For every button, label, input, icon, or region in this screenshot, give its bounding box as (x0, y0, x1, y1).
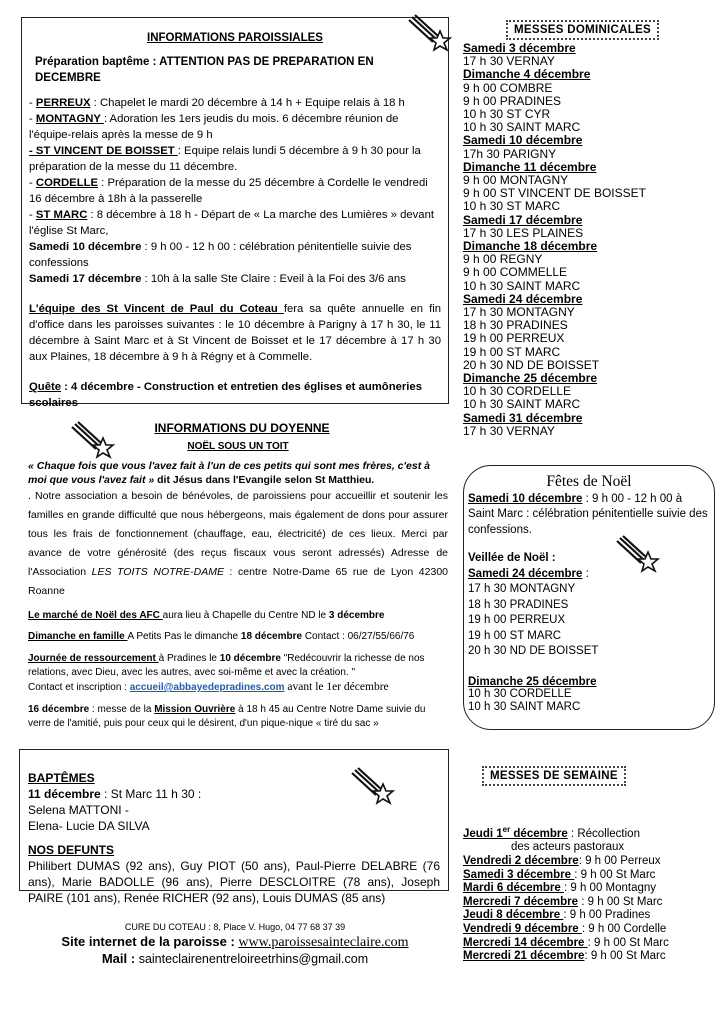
mass-time: 18 h 30 PRADINES (463, 318, 568, 333)
mass-time: 19 h 00 PERREUX (463, 331, 565, 346)
mass-time: 10 h 30 ST CYR (463, 107, 551, 122)
mass-day: Samedi 3 décembre (463, 41, 576, 55)
item-cordelle: - CORDELLE : Préparation de la messe du 25 décembre à Cordelle le vendredi 16 décembre à 18h à la passerelle (29, 177, 428, 205)
mass-time: 17 h 30 LES PLAINES (463, 225, 584, 240)
defunts-title: NOS DEFUNTS (28, 843, 115, 857)
item-perreux: - PERREUX : Chapelet le mardi 20 décembre à 14 h + Equipe relais à 18 h (29, 97, 405, 109)
mass-day: Dimanche 11 décembre (463, 159, 597, 174)
mass-day: Samedi 31 décembre (463, 410, 583, 425)
mass-time: 20 h 30 ND DE BOISSET (463, 357, 600, 372)
mass-time: 9 h 00 ST VINCENT DE BOISSET (463, 186, 646, 201)
noel-mass: 10 h 30 SAINT MARC (468, 700, 581, 713)
samedi-10: Samedi 10 décembre : 9 h 00 - 12 h 00 : célébration pénitentielle suivie des confessions (29, 241, 412, 269)
dimanche-en-famille: Dimanche en famille A Petits Pas le dimanche 18 décembre Contact : 06/27/55/66/76 (28, 631, 415, 642)
messes-de-semaine-list (463, 823, 718, 964)
quete: Quête : 4 décembre - Construction et entretien des églises et aumôneries scolaires (29, 381, 422, 409)
mass-time: 17 h 30 MONTAGNY (463, 305, 575, 320)
email: Mail : sainteclairenentreloireetrhins@gmail.com (101, 951, 369, 966)
gospel-quote: « Chaque fois que vous l'avez fait à l'un de ces petits qui sont mes frères, c'est à moi que vous l'avez fait » dit Jésus dans l'Evangile selon St Matthieu. (28, 460, 430, 486)
mass-day: Samedi 10 décembre (463, 133, 583, 148)
weekday-mass: Vendredi 2 décembre: 9 h 00 Perreux (463, 855, 661, 868)
website-link[interactable]: www.paroissesainteclaire.com (238, 935, 409, 950)
journee-ressourcement: Journée de ressourcement à Pradines le 10 décembre "Redécouvrir la richesse de nos relations, avec Dieu, avec les autres, avec soi-même et avec la création. " (28, 653, 425, 678)
mass-time: 10 h 30 SAINT MARC (463, 278, 581, 293)
mass-day: Dimanche 4 décembre (463, 67, 591, 82)
item-st-marc: - ST MARC : 8 décembre à 18 h - Départ de « La marche des Lumières » devant l'église St Marc, (29, 209, 435, 237)
samedi-17: Samedi 17 décembre : 10h à la salle Ste Claire : Eveil à la Foi des 3/6 ans (29, 273, 406, 285)
messes-dominicales-list (463, 42, 713, 438)
bapteme-name: Elena- Lucie DA SILVA (28, 819, 150, 833)
weekday-mass: Mercredi 14 décembre : 9 h 00 St Marc (463, 936, 669, 949)
st-vincent-de-paul: L'équipe des St Vincent de Paul du Coteau fera sa quête annuelle en fin d'office dans les paroisses suivantes : le 10 décembre à Parigny à 17 h 30, le 11 décembre à Saint Marc et à St Vincent de Boisset et le 17 décembre à 17 h 30 aux Plaines, 18 décembre à 9 h à Régny et à Commelle. (29, 303, 441, 363)
mass-time: 10 h 30 ST MARC (463, 199, 561, 214)
association-text: . Notre association a besoin de bénévoles, de paroissiens pour accueillir et soutenir les familles en grande difficulté que nous hébergeons, mais également de dons pour assurer tous les frais de fonctionnement (chauffage, eau, électricité) de ces lieux. Merci par avance de votre générosité (des reçus fiscaux vous seront adressés) Adresse de l'Association LES TOITS NOTRE-DAME : centre Notre-Dame 65 rue de Lyon 42300 Roanne (28, 490, 449, 597)
shooting-star-icon (615, 535, 661, 575)
mass-day: Samedi 24 décembre (463, 291, 583, 306)
weekday-mass: Mercredi 7 décembre : 9 h 00 St Marc (463, 895, 663, 908)
noel-mass: 20 h 30 ND DE BOISSET (468, 645, 599, 657)
mass-time: 9 h 00 COMBRE (463, 80, 553, 95)
contact-inscription: Contact et inscription : accueil@abbayedepradines.com avant le 1er décembre (28, 681, 389, 693)
noel-mass: 19 h 00 ST MARC (468, 629, 562, 642)
mass-day: Samedi 17 décembre (463, 212, 583, 227)
doyenne-subtitle: NOËL SOUS UN TOIT (187, 441, 289, 452)
doyenne-title: INFORMATIONS DU DOYENNE (154, 421, 330, 435)
bapteme-date: 11 décembre : St Marc 11 h 30 : (28, 787, 202, 801)
mass-time: 9 h 00 PRADINES (463, 93, 562, 108)
mass-time: 10 h 30 CORDELLE (463, 384, 572, 399)
mass-time: 9 h 00 REGNY (463, 252, 543, 267)
mass-time: 9 h 00 COMMELLE (463, 265, 568, 280)
preparation-bapteme: Préparation baptême : ATTENTION PAS DE PREPARATION EN DECEMBRE (35, 56, 374, 84)
shooting-star-icon (350, 767, 396, 807)
cure-address: CURE DU COTEAU : 8, Place V. Hugo, 04 77 68 37 39 (124, 922, 346, 932)
baptemes-title: BAPTÊMES (28, 771, 95, 785)
noel-samedi-24: Samedi 24 décembre : (468, 567, 589, 580)
jeudi-1-detail: des acteurs pastoraux (511, 841, 625, 854)
mass-time: 17 h 30 VERNAY (463, 54, 555, 69)
fetes-de-noel-title: Fêtes de Noël (546, 473, 632, 490)
shooting-star-icon (407, 14, 453, 54)
doyenne-section (28, 420, 448, 731)
mass-time: 17 h 30 VERNAY (463, 423, 555, 438)
contact-email-link[interactable]: accueil@abbayedepradines.com (129, 682, 285, 693)
paroisse-title: INFORMATIONS PAROISSIALES (147, 32, 323, 44)
noel-dimanche-25: Dimanche 25 décembre (468, 675, 597, 688)
footer (21, 922, 449, 966)
weekday-mass: Samedi 3 décembre : 9 h 00 St Marc (463, 868, 656, 881)
mission-ouvriere: 16 décembre : messe de la Mission Ouvrière à 18 h 45 au Centre Notre Dame suivie du verre de l'amitié, puis pour ceux qui le désirent, d'un pique-nique « tiré du sac » (28, 704, 426, 729)
noel-samedi-10: Samedi 10 décembre : 9 h 00 - 12 h 00 à Saint Marc : célébration pénitentielle suivie des confessions. (468, 492, 708, 536)
mass-day: Dimanche 25 décembre (463, 371, 598, 386)
item-st-vincent: - ST VINCENT DE BOISSET : Equipe relais lundi 5 décembre à 9 h 30 pour la préparation de la messe du 11 décembre. (29, 145, 421, 173)
weekday-mass: Mardi 6 décembre : 9 h 00 Montagny (463, 882, 657, 895)
mass-time: 9 h 00 MONTAGNY (463, 173, 569, 188)
item-montagny: - MONTAGNY : Adoration les 1ers jeudis du mois. 6 décembre réunion de l'équipe-relais après la messe de 9 h (29, 113, 399, 141)
weekday-mass: Mercredi 21 décembre: 9 h 00 St Marc (463, 950, 666, 963)
noel-mass: 17 h 30 MONTAGNY (468, 583, 576, 595)
mass-time: 10 h 30 SAINT MARC (463, 397, 581, 412)
weekday-mass: Jeudi 8 décembre : 9 h 00 Pradines (463, 909, 651, 922)
noel-mass: 19 h 00 PERREUX (468, 614, 566, 626)
noel-mass: 10 h 30 CORDELLE (468, 687, 572, 700)
bapteme-name: Selena MATTONI - (28, 803, 129, 817)
mass-time: 17h 30 PARIGNY (463, 146, 557, 161)
mass-day: Dimanche 18 décembre (463, 239, 598, 254)
email-address[interactable]: sainteclairenentreloireetrhins@gmail.com (138, 952, 369, 966)
fetes-de-noel-box (463, 465, 715, 730)
noel-mass: 18 h 30 PRADINES (468, 598, 569, 611)
messes-dominicales-title: MESSES DOMINICALES (506, 20, 659, 40)
jeudi-1: Jeudi 1er décembre : Récollection (463, 825, 640, 840)
defunts-list: Philibert DUMAS (92 ans), Guy PIOT (50 ans), Paul-Pierre DELABRE (76 ans), Marie BADOLLE (96 ans), Pierre DESCLOITRE (78 ans), Joseph PAIRE (101 ans), Renée RICHER (92 ans), Louis DUMAS (85 ans) (28, 859, 440, 905)
mass-time: 10 h 30 SAINT MARC (463, 120, 581, 135)
afc-market: Le marché de Noël des AFC aura lieu à Chapelle du Centre ND le 3 décembre (28, 610, 385, 621)
paroisse-info-box (21, 17, 449, 409)
veillee-title: Veillée de Noël : (468, 552, 556, 564)
website: Site internet de la paroisse : www.paroissesainteclaire.com (61, 934, 409, 950)
weekday-mass: Vendredi 9 décembre : 9 h 00 Cordelle (463, 922, 667, 935)
messes-de-semaine-title: MESSES DE SEMAINE (482, 766, 626, 786)
mass-time: 19 h 00 ST MARC (463, 344, 561, 359)
